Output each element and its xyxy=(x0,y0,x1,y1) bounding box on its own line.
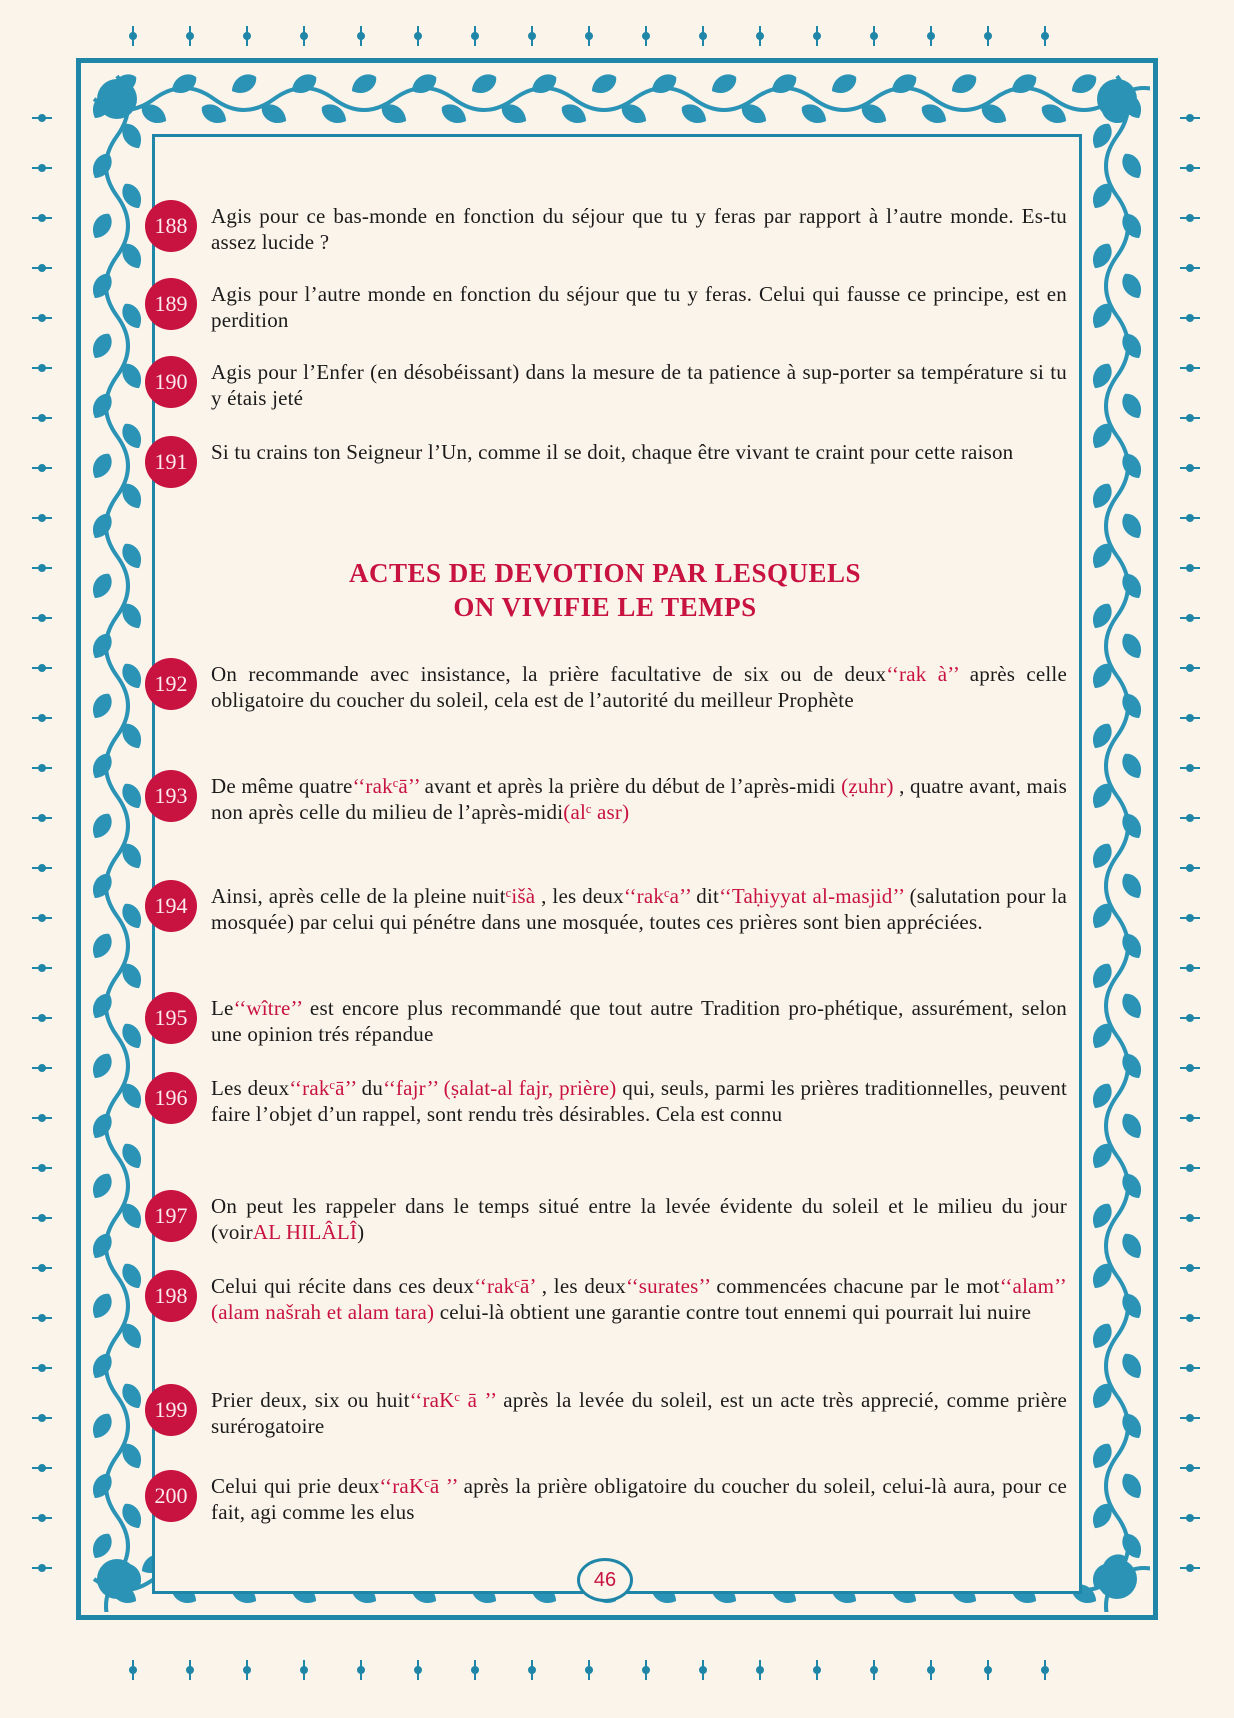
highlighted-term: ‘‘Taḥiyyat al-masjid’’ xyxy=(719,884,904,908)
item-number-badge: 200 xyxy=(145,1470,197,1522)
highlighted-term: ‘‘rakᶜā’’ xyxy=(352,774,420,798)
item-number-badge: 194 xyxy=(145,880,197,932)
highlighted-term: ‘‘rakᶜā’’ xyxy=(289,1076,356,1100)
text-segment: commencées chacune par le mot xyxy=(709,1274,1000,1298)
item-number-badge: 190 xyxy=(145,356,197,408)
item-text xyxy=(211,1273,1067,1325)
text-segment: qui, seuls, parmi les prières traditionnelles, peuvent faire l’objet d’un rappel, sont rendu très désirables. Cela est connu xyxy=(211,1076,1067,1126)
highlighted-term: ‘‘raKᶜ ā ’’ xyxy=(409,1388,496,1412)
text-segment: avant et après la prière du début de l’après-midi xyxy=(419,774,842,798)
text-segment: dit xyxy=(690,884,720,908)
text-segment: Ainsi, après celle de la pleine nuit xyxy=(211,884,506,908)
text-segment: Celui qui prie deux xyxy=(211,1474,380,1498)
item-number-badge: 188 xyxy=(145,200,197,252)
item-number-badge: 195 xyxy=(145,992,197,1044)
highlighted-term: (ẓuhr) xyxy=(841,774,894,798)
item-text xyxy=(211,1075,1067,1127)
item-number-badge: 191 xyxy=(145,436,197,488)
item-number-badge: 193 xyxy=(145,770,197,822)
text-segment: De même quatre xyxy=(211,774,353,798)
highlighted-term: ‘‘raKᶜā ’’ xyxy=(379,1474,458,1498)
highlighted-term: ‘‘rakᶜa’’ xyxy=(623,884,691,908)
item-number-badge: 192 xyxy=(145,658,197,710)
item-text xyxy=(211,1193,1067,1245)
text-segment: , quatre avant, mais non après celle du milieu de l’après-midi xyxy=(211,774,1067,824)
item-number-badge: 198 xyxy=(145,1270,197,1322)
text-segment: Le xyxy=(211,996,234,1020)
text-segment: ) xyxy=(357,1220,365,1244)
frame-inner-panel xyxy=(152,134,1082,1594)
text-segment: du xyxy=(355,1076,384,1100)
heading-line-1: ACTES DE DEVOTION PAR LESQUELS xyxy=(348,558,862,588)
heading-line-2: ON VIVIFIE LE TEMPS xyxy=(453,592,757,622)
item-number-badge: 199 xyxy=(145,1384,197,1436)
text-segment: est encore plus recommandé que tout autre Tradition pro-phétique, assurément, selon une opinion trés répandue xyxy=(211,996,1067,1046)
item-text xyxy=(211,1473,1067,1525)
text-segment: , les deux xyxy=(535,884,624,908)
highlighted-term: ‘‘surates’’ xyxy=(625,1274,710,1298)
item-text xyxy=(211,1387,1067,1439)
item-number-badge: 196 xyxy=(145,1072,197,1124)
item-text xyxy=(211,661,1067,713)
text-segment: celui-là obtient une garantie contre tout ennemi qui pourrait lui nuire xyxy=(434,1300,1032,1324)
highlighted-term: AL HILÂLÎ xyxy=(252,1220,358,1244)
highlighted-term: ‘‘rak à’’ xyxy=(886,662,959,686)
text-segment: , les deux xyxy=(535,1274,626,1298)
text-segment: après celle obligatoire du coucher du soleil, cela est de l’autorité du meilleur Prophète xyxy=(211,662,1067,712)
section-heading xyxy=(145,556,1065,624)
text-segment: après la levée du soleil, est un acte très apprecié, comme prière surérogatoire xyxy=(211,1388,1067,1438)
text-segment: après la prière obligatoire du coucher du soleil, celui-là aura, pour ce fait, agi comme les elus xyxy=(211,1474,1067,1524)
item-text xyxy=(211,995,1067,1047)
highlighted-term: ‘‘rakᶜā’ xyxy=(474,1274,536,1298)
text-segment: On recommande avec insistance, la prière facultative de six ou de deux xyxy=(211,662,887,686)
text-segment: On peut les rappeler dans le temps situé entre la levée évidente du soleil et le milieu du jour (voir xyxy=(211,1194,1067,1244)
text-segment: Les deux xyxy=(211,1076,290,1100)
highlighted-term: ‘‘fajr’’ (ṣalat-al fajr, prière) xyxy=(383,1076,617,1100)
item-number-badge: 189 xyxy=(145,278,197,330)
item-text: Agis pour l’Enfer (en désobéissant) dans la mesure de ta patience à sup-porter sa température si tu y étais jeté xyxy=(211,360,1067,410)
item-text xyxy=(211,883,1067,935)
text-segment: (salutation pour la mosquée) par celui qui pénétre dans une mosquée, toutes ces prières sont bien appréciées. xyxy=(211,884,1067,934)
highlighted-term: ‘‘wître’’ xyxy=(233,996,302,1020)
page-number: 46 xyxy=(577,1558,633,1602)
highlighted-term: ᶜišà xyxy=(505,884,536,908)
item-text xyxy=(211,773,1067,825)
item-text: Agis pour ce bas-monde en fonction du séjour que tu y feras par rapport à l’autre monde. Es-tu assez lucide ? xyxy=(211,204,1067,254)
highlighted-term: ‘‘alam’’ (alam našrah et alam tara) xyxy=(211,1274,1067,1324)
text-segment: Prier deux, six ou huit xyxy=(211,1388,410,1412)
item-text: Si tu crains ton Seigneur l’Un, comme il se doit, chaque être vivant te craint pour cette raison xyxy=(211,440,1014,464)
text-segment: Celui qui récite dans ces deux xyxy=(211,1274,475,1298)
item-number-badge: 197 xyxy=(145,1190,197,1242)
highlighted-term: (alᶜ asr) xyxy=(563,800,630,824)
item-text: Agis pour l’autre monde en fonction du séjour que tu y feras. Celui qui fausse ce principe, est en perdition xyxy=(211,282,1067,332)
